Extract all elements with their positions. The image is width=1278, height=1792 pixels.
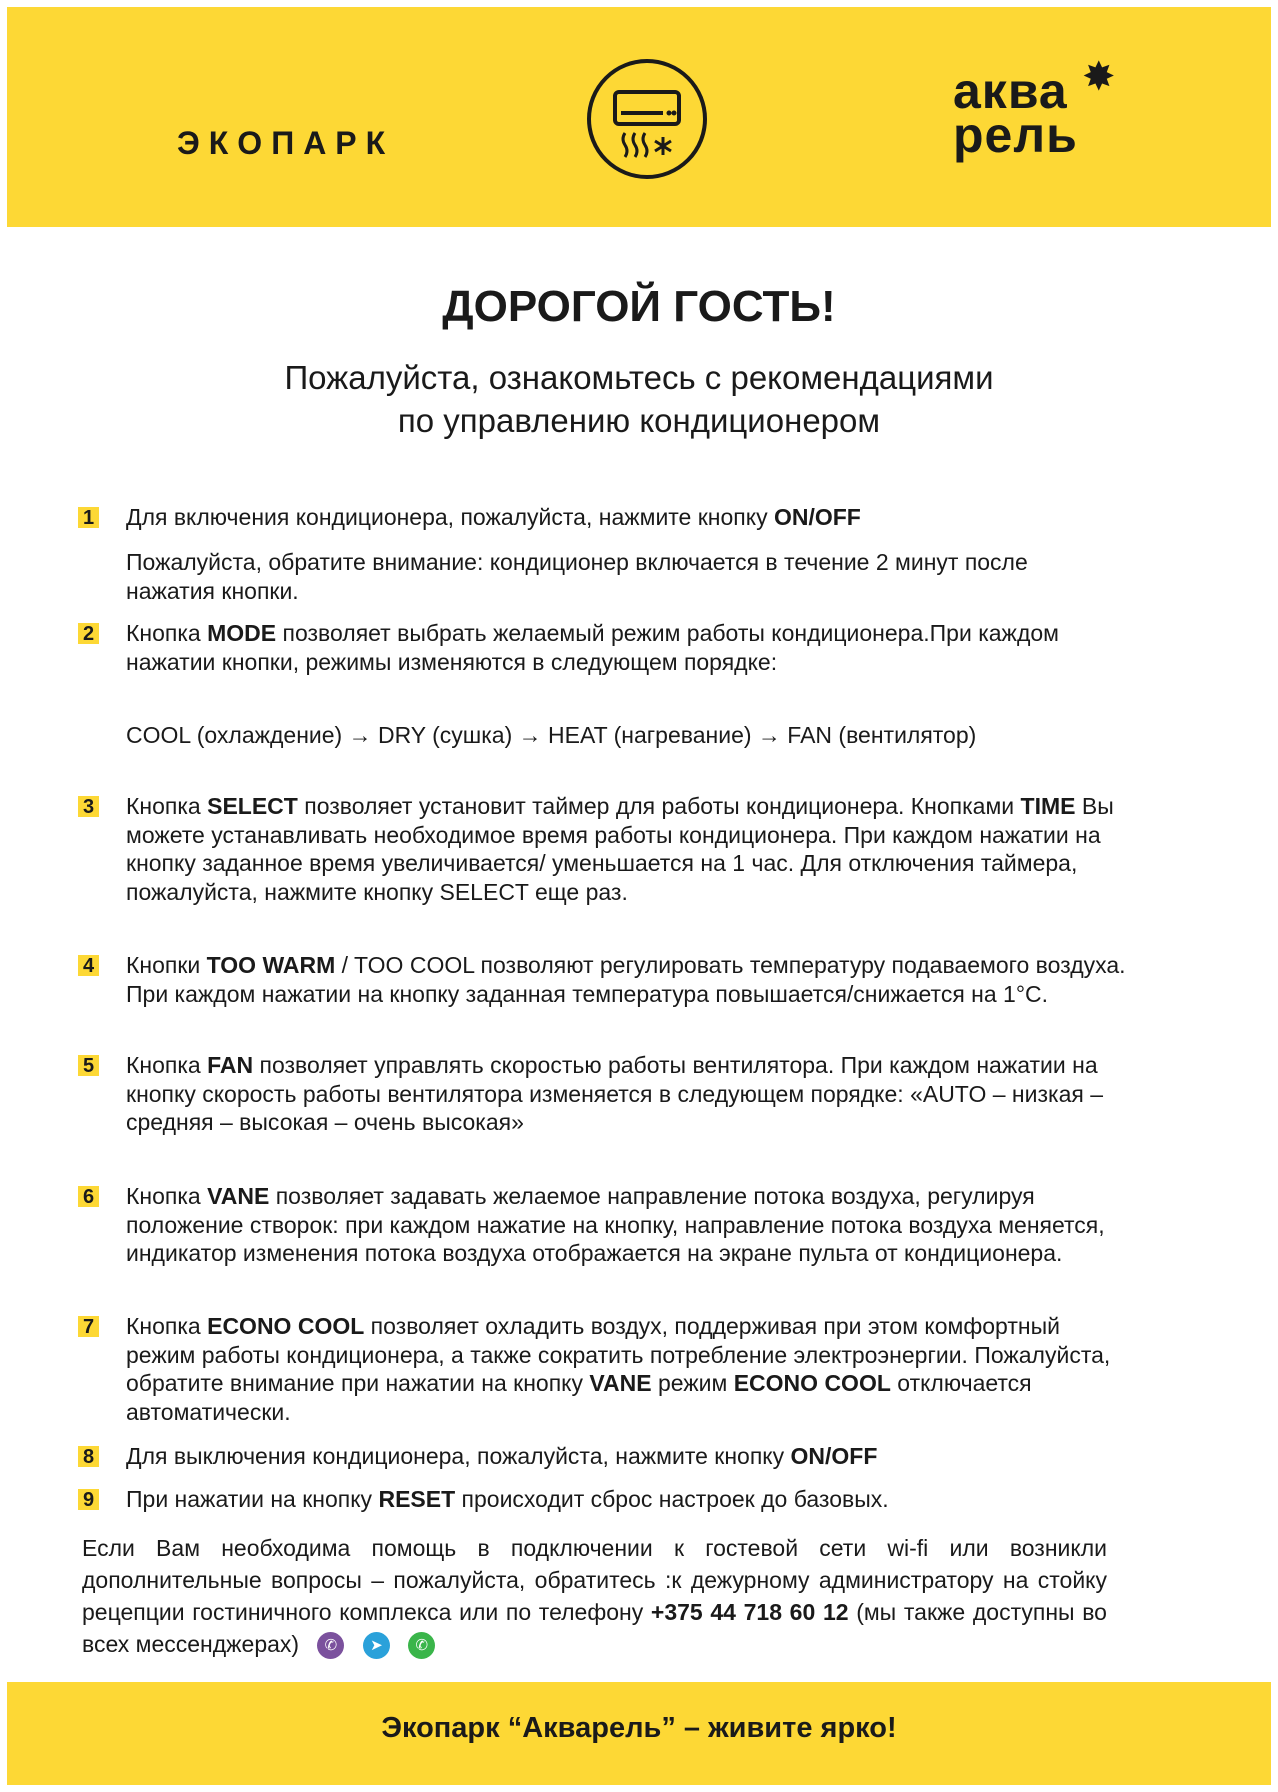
item-text [126,1485,1126,1514]
item-number: 5 [78,1055,99,1076]
text-segment: позволяет задавать желаемое направление потока воздуха, регулируя положение створок: при каждом нажатие на кнопку, направление потока воздуха меняется, индикатор изменения потока воздуха отображается на экране пульта от кондиционера. [126,1183,1105,1267]
text-segment: позволяет установит таймер для работы кондиционера. Кнопками [297,793,1021,819]
text-segment: позволяет выбрать желаемый режим работы кондиционера.При каждом нажатии кнопки, режимы изменяются в следующем порядке: [126,620,1059,675]
button-name: MODE [207,620,277,646]
sun-icon: ✸ [1082,55,1116,99]
subtitle-line1: Пожалуйста, ознакомьтесь с рекомендациями [284,359,994,396]
brand-ecopark: ЭКОПАРК [177,125,395,161]
item-number: 9 [78,1489,99,1510]
button-name: ON/OFF [790,1443,878,1469]
item-number: 3 [78,796,99,817]
air-conditioner-icon [585,57,709,181]
footer-band [7,1682,1271,1785]
button-name: ECONO COOL [207,1313,365,1339]
logo-line2: рель [953,107,1078,163]
item-number: 4 [78,955,99,976]
button-name: RESET [378,1486,456,1512]
item-text [126,1051,1126,1137]
item-number: 2 [78,623,99,644]
item-text [126,1312,1126,1426]
text-segment: Кнопка [126,620,208,646]
item-text [126,951,1126,1008]
text-segment: Кнопки [126,952,207,978]
button-name: VANE [207,1183,270,1209]
header-band [7,7,1271,227]
button-name: ON/OFF [773,504,861,530]
item-number: 8 [78,1446,99,1467]
telegram-icon[interactable]: ➤ [363,1632,390,1659]
item-number: 1 [78,507,99,528]
text-segment: позволяет управлять скоростью работы вентилятора. При каждом нажатии на кнопку скорость работы вентилятора изменяется в следующем порядке: «AUTO – низкая – средняя – высокая – очень высокая» [126,1052,1103,1136]
button-name: TOO WARM [206,952,336,978]
item-note: COOL (охлаждение) → DRY (сушка) → HEAT (нагревание) → FAN (вентилятор) [126,722,977,748]
slogan: Экопарк “Акварель” – живите ярко! [381,1712,897,1744]
text-segment: Кнопка [126,793,208,819]
logo-akvarel [953,63,1078,163]
text-segment: позволяет охладить воздух, поддерживая при этом комфортный режим работы кондиционера, а также сократить потребление электроэнергии. Пожалуйста, обратите внимание при нажатии на кнопку [126,1313,1111,1397]
item-text [126,619,1126,676]
page-title: ДОРОГОЙ ГОСТЬ! [442,282,836,331]
item-text [126,1182,1126,1268]
help-text: Если Вам необходима помощь в подключении к гостевой сети wi-fi или возникли дополнительные вопросы – пожалуйста, обратитесь :к дежурному администратору на стойку рецепции гостиничного комплекса или по телефону [82,1535,1107,1625]
text-segment: / TOO COOL позволяют регулировать температуру подаваемого воздуха. При каждом нажатии на кнопку заданная температура повышается/снижается на 1°C. [126,952,1126,1007]
item-text [126,1442,1126,1471]
text-segment: Вы можете устанавливать необходимое время работы кондиционера. При каждом нажатии на кнопку заданное время увеличивается/ уменьшается на 1 час. Для отключения таймера, пожалуйста, нажмите кнопку SELECT еще раз. [126,793,1114,905]
text-segment: Кнопка [126,1313,208,1339]
button-name: FAN [207,1052,254,1078]
item-note: Пожалуйста, обратите внимание: кондиционер включается в течение 2 минут после нажатия кнопки. [126,549,1028,604]
button-name: ECONO COOL [733,1370,891,1397]
item-text [126,503,1126,532]
phone-number[interactable]: +375 44 718 60 12 [650,1599,849,1625]
help-tail: (мы также доступны во всех мессенджерах) [82,1599,1107,1657]
text-segment: Для включения кондиционера, пожалуйста, нажмите кнопку [126,504,774,530]
item-number: 7 [78,1316,99,1337]
text-segment: Кнопка [126,1052,208,1078]
whatsapp-icon[interactable]: ✆ [408,1632,435,1659]
help-paragraph [82,1532,1107,1660]
button-name: TIME [1020,793,1076,819]
viber-icon[interactable]: ✆ [317,1632,344,1659]
item-number: 6 [78,1186,99,1207]
text-segment: режим [651,1370,734,1397]
item-text [126,792,1126,906]
button-name: SELECT [207,793,298,819]
button-name: VANE [589,1370,652,1397]
subtitle-line2: по управлению кондиционером [397,402,881,439]
text-segment: происходит сброс настроек до базовых. [455,1486,889,1512]
subtitle [0,356,1278,442]
logo-line1: аква [953,63,1068,119]
text-segment: При нажатии на кнопку [126,1486,379,1512]
text-segment: Кнопка [126,1183,208,1209]
text-segment: отключается автоматически. [126,1370,1032,1425]
text-segment: Для выключения кондиционера, пожалуйста, нажмите кнопку [126,1443,791,1469]
